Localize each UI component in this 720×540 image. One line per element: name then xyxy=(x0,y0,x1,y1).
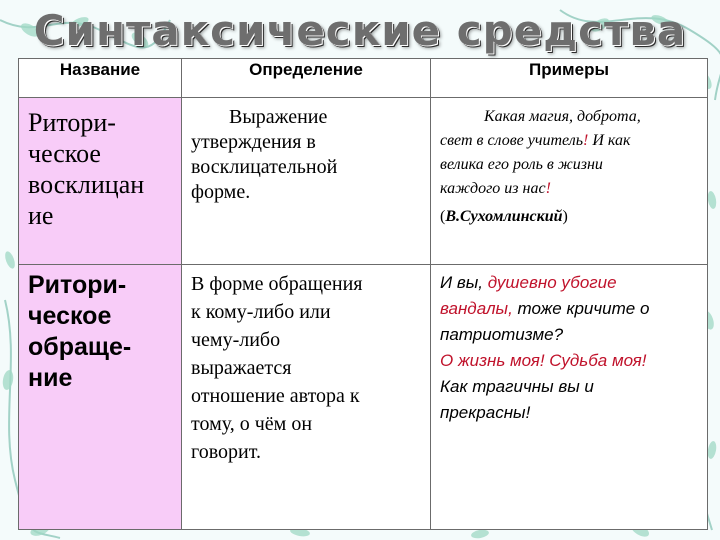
row1-name-line: ие xyxy=(28,201,54,230)
row1-definition-cell xyxy=(182,98,431,265)
row1-example-line: Какая магия, доброта, xyxy=(484,108,641,125)
highlighted-address: вандалы, xyxy=(440,299,513,318)
exclamation-mark: ! xyxy=(583,132,589,149)
highlighted-address: душевно убогие xyxy=(487,273,617,292)
example-text: каждого из нас xyxy=(440,180,546,197)
header-definition: Определение xyxy=(182,59,431,98)
row2-example-line xyxy=(440,296,700,322)
row1-definition-line: форме. xyxy=(191,181,251,203)
syntax-devices-table xyxy=(18,58,708,530)
row1-example-author xyxy=(440,205,698,229)
row1-name-cell xyxy=(19,98,182,265)
row2-example-line-highlighted: О жизнь моя! Судьба моя! xyxy=(440,351,647,370)
row1-name-line: восклицан xyxy=(28,170,145,199)
row2-name-cell xyxy=(19,265,182,530)
row2-name-line: Ритори- xyxy=(28,271,127,299)
row2-example-line: Как трагичны вы и xyxy=(440,377,594,396)
row2-name-line: обраще- xyxy=(28,333,132,361)
row1-name-line: Ритори- xyxy=(28,108,116,137)
row2-definition-line: тому, о чём он xyxy=(191,413,313,435)
table-row xyxy=(19,98,708,265)
row2-definition-line: В форме обращения xyxy=(191,273,363,295)
row1-name-line: ческое xyxy=(28,139,101,168)
page-title: Синтаксические средства xyxy=(33,6,687,55)
row2-definition-line: отношение автора к xyxy=(191,385,360,407)
example-text: тоже кричите о xyxy=(512,299,650,318)
row2-definition-line: говорит. xyxy=(191,441,261,463)
row2-definition-line: выражается xyxy=(191,357,292,379)
paren: ( xyxy=(440,208,446,225)
row1-example-line xyxy=(440,129,698,153)
example-text: И как xyxy=(588,132,631,149)
table-row xyxy=(19,265,708,530)
row2-name-line: ческое xyxy=(28,302,112,330)
row2-example-line: прекрасны! xyxy=(440,403,531,422)
row1-definition-line: Выражение xyxy=(229,106,328,128)
paren: ) xyxy=(562,208,568,225)
header-name: Название xyxy=(19,59,182,98)
row2-name-line: ние xyxy=(28,364,73,392)
row2-definition-cell xyxy=(182,265,431,530)
row2-example-cell xyxy=(431,265,708,530)
example-text: И вы, xyxy=(440,273,488,292)
row1-example-cell xyxy=(431,98,708,265)
row2-definition-line: к кому-либо или xyxy=(191,301,331,323)
author-name: В.Сухомлинский xyxy=(445,208,563,225)
row2-example-line xyxy=(440,270,700,296)
row1-example-line xyxy=(440,177,698,201)
row1-example-line: велика его роль в жизни xyxy=(440,156,603,173)
row2-definition-line: чему-либо xyxy=(191,329,281,351)
row1-definition-line: утверждения в xyxy=(191,131,316,153)
table-header-row xyxy=(19,59,708,98)
row1-definition-line: восклицательной xyxy=(191,156,338,178)
exclamation-mark: ! xyxy=(545,180,551,197)
header-examples: Примеры xyxy=(431,59,708,98)
row2-example-line: патриотизме? xyxy=(440,325,564,344)
example-text: свет в слове учитель xyxy=(440,132,584,149)
